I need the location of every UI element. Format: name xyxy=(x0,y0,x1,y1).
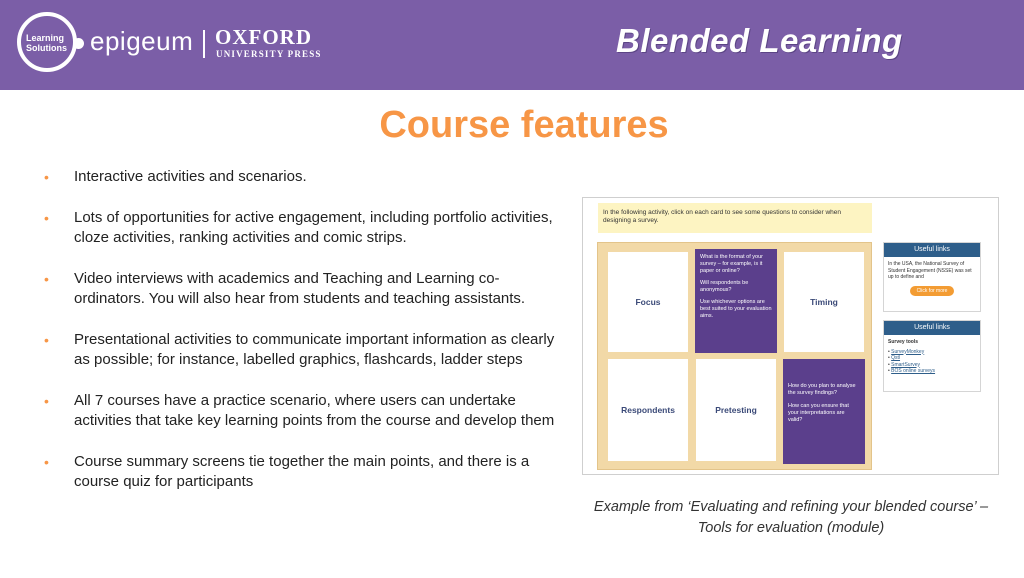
list-item: • Lots of opportunities for active engagement, including portfolio activities, cloze activities, ranking activities and comic strips. xyxy=(44,208,553,246)
list-item: • Video interviews with academics and Teaching and Learning co-ordinators. You will also hear from students and teaching assistants. xyxy=(44,269,526,307)
list-item: • Course summary screens tie together the main points, and there is a course quiz for participants xyxy=(44,452,530,490)
survey-link[interactable]: SurveyMonkey xyxy=(891,348,925,355)
screenshot-caption: Example from ‘Evaluating and refining your blended course’ – Tools for evaluation (module) xyxy=(593,499,989,536)
feature-list xyxy=(44,167,564,493)
card-pretesting[interactable]: Pretesting xyxy=(696,359,776,461)
bullet-icon: • xyxy=(44,169,49,185)
useful-links-panel-2: Useful links Survey tools • SurveyMonkey • Qstl • SmartSurvey • BOS online surveys xyxy=(883,320,981,392)
example-screenshot xyxy=(582,197,999,475)
activity-instruction: In the following activity, click on each card to see some questions to consider when designing a survey. xyxy=(598,203,872,233)
useful-links-panel-1: Useful links In the USA, the National Survey of Student Engagement (NSSE) was set up to define and Click for more xyxy=(883,242,981,312)
oxford-wordmark: OXFORD xyxy=(215,25,312,49)
list-item: • Presentational activities to communicate important information as clearly as possible; for instance, labelled graphics, flashcards, ladder steps xyxy=(44,330,555,368)
epigeum-wordmark: epigeum xyxy=(90,26,194,56)
card-format-revealed[interactable]: What is the format of your survey – for example, is it paper or online? Will respondents be anonymous? Use whichever options are best suited to your evaluation aims. xyxy=(695,249,777,353)
logo-divider xyxy=(203,30,205,58)
bullet-icon: • xyxy=(44,209,49,226)
bullet-icon: • xyxy=(44,453,49,470)
logo-text-line1: Learning xyxy=(26,33,65,43)
header-bar xyxy=(0,0,1024,90)
bullet-icon: • xyxy=(44,270,49,287)
survey-link[interactable]: BOS online surveys xyxy=(891,368,936,374)
useful-links-heading: Useful links xyxy=(884,243,980,257)
list-item: • Interactive activities and scenarios. xyxy=(44,167,564,188)
survey-link[interactable]: SmartSurvey xyxy=(891,361,921,368)
click-for-more-button[interactable]: Click for more xyxy=(910,286,954,296)
bullet-icon: • xyxy=(44,331,49,348)
logo-text xyxy=(26,33,74,53)
card-board xyxy=(597,242,872,470)
bullet-icon: • xyxy=(44,392,49,409)
card-timing[interactable]: Timing xyxy=(784,252,864,352)
list-item: • All 7 courses have a practice scenario, where users can undertake activities that take key learning points from the course and develop them xyxy=(44,391,555,429)
useful-links-heading: Useful links xyxy=(884,321,980,335)
slide-title: Course features xyxy=(379,104,669,146)
survey-link[interactable]: Qstl xyxy=(891,355,901,361)
card-analysis-revealed[interactable]: How do you plan to analyse the survey findings? How can you ensure that your interpretations are valid? xyxy=(783,359,865,464)
logo-dot-icon xyxy=(73,38,84,49)
card-respondents[interactable]: Respondents xyxy=(608,359,688,461)
banner-title: Blended Learning xyxy=(616,22,903,59)
oup-wordmark: UNIVERSITY PRESS xyxy=(216,49,322,59)
card-focus[interactable]: Focus xyxy=(608,252,688,352)
logo-text-line2: Solutions xyxy=(26,43,67,53)
